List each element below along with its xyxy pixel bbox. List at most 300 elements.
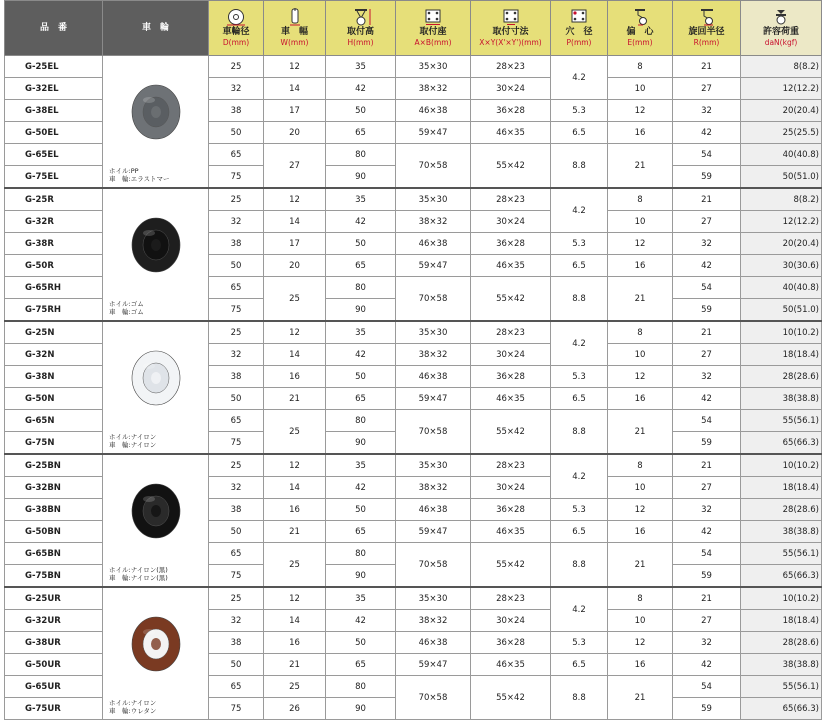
offset-cell: 8 bbox=[608, 188, 673, 211]
header-part-number bbox=[5, 1, 103, 56]
wheel-material-caption bbox=[109, 167, 170, 183]
width-cell: 16 bbox=[264, 366, 326, 388]
load-cell: 65(66.3) bbox=[741, 698, 822, 720]
offset-cell: 12 bbox=[608, 499, 673, 521]
offset-cell: 21 bbox=[608, 410, 673, 455]
height-cell: 90 bbox=[326, 698, 396, 720]
wheel-hub-material: ホイル:ナイロン bbox=[109, 433, 157, 441]
spec-table-body bbox=[5, 56, 822, 720]
mount-dims-cell: 55×42 bbox=[471, 144, 551, 189]
caster-spec-table bbox=[4, 0, 822, 720]
offset-cell: 16 bbox=[608, 388, 673, 410]
wheel-tread-material: 車 輪:ナイロン(黒) bbox=[109, 574, 168, 582]
height-cell: 80 bbox=[326, 410, 396, 432]
diameter-cell: 50 bbox=[209, 255, 264, 277]
wheel-width-icon bbox=[284, 8, 306, 26]
header-width-label: 車 幅 bbox=[280, 27, 308, 37]
part-number-cell: G-38EL bbox=[5, 100, 103, 122]
header-height bbox=[326, 1, 396, 56]
part-number-cell: G-75N bbox=[5, 432, 103, 455]
offset-icon bbox=[629, 8, 651, 26]
plate-cell: 35×30 bbox=[396, 587, 471, 610]
radius-cell: 42 bbox=[673, 122, 741, 144]
table-row bbox=[5, 454, 822, 477]
radius-cell: 59 bbox=[673, 698, 741, 720]
height-cell: 80 bbox=[326, 144, 396, 166]
part-number-cell: G-65UR bbox=[5, 676, 103, 698]
header-plate-unit: A×B(mm) bbox=[414, 38, 452, 47]
plate-cell: 38×32 bbox=[396, 211, 471, 233]
offset-cell: 21 bbox=[608, 277, 673, 322]
mount-dims-cell: 36×28 bbox=[471, 632, 551, 654]
plate-cell: 70×58 bbox=[396, 676, 471, 720]
plate-cell: 46×38 bbox=[396, 632, 471, 654]
width-cell: 17 bbox=[264, 100, 326, 122]
part-number-cell: G-38R bbox=[5, 233, 103, 255]
height-cell: 80 bbox=[326, 676, 396, 698]
diameter-cell: 32 bbox=[209, 477, 264, 499]
radius-cell: 32 bbox=[673, 366, 741, 388]
radius-cell: 59 bbox=[673, 565, 741, 588]
diameter-cell: 75 bbox=[209, 565, 264, 588]
load-cell: 20(20.4) bbox=[741, 100, 822, 122]
radius-cell: 59 bbox=[673, 299, 741, 322]
height-cell: 80 bbox=[326, 277, 396, 299]
width-cell: 16 bbox=[264, 499, 326, 521]
hole-cell: 4.2 bbox=[551, 321, 608, 366]
mount-dims-cell: 36×28 bbox=[471, 366, 551, 388]
part-number-cell: G-50EL bbox=[5, 122, 103, 144]
diameter-cell: 25 bbox=[209, 321, 264, 344]
part-number-cell: G-75EL bbox=[5, 166, 103, 189]
mount-dims-cell: 28×23 bbox=[471, 454, 551, 477]
diameter-cell: 32 bbox=[209, 78, 264, 100]
swivel-radius-icon bbox=[696, 8, 718, 26]
offset-cell: 10 bbox=[608, 78, 673, 100]
header-diameter bbox=[209, 1, 264, 56]
offset-cell: 21 bbox=[608, 543, 673, 588]
hole-cell: 5.3 bbox=[551, 100, 608, 122]
offset-cell: 8 bbox=[608, 56, 673, 78]
part-number-cell: G-50N bbox=[5, 388, 103, 410]
width-cell: 12 bbox=[264, 56, 326, 78]
offset-cell: 10 bbox=[608, 610, 673, 632]
hole-cell: 6.5 bbox=[551, 654, 608, 676]
width-cell: 21 bbox=[264, 388, 326, 410]
load-cell: 18(18.4) bbox=[741, 344, 822, 366]
load-cell: 12(12.2) bbox=[741, 211, 822, 233]
wheel-hub-material: ホイル:PP bbox=[109, 167, 139, 175]
part-number-cell: G-65BN bbox=[5, 543, 103, 565]
height-cell: 35 bbox=[326, 321, 396, 344]
load-cell: 50(51.0) bbox=[741, 299, 822, 322]
part-number-cell: G-65RH bbox=[5, 277, 103, 299]
hole-cell: 5.3 bbox=[551, 366, 608, 388]
width-cell: 17 bbox=[264, 233, 326, 255]
height-cell: 50 bbox=[326, 366, 396, 388]
width-cell: 14 bbox=[264, 610, 326, 632]
width-cell: 16 bbox=[264, 632, 326, 654]
part-number-cell: G-38BN bbox=[5, 499, 103, 521]
radius-cell: 32 bbox=[673, 632, 741, 654]
hole-cell: 4.2 bbox=[551, 56, 608, 100]
header-part-label: 品 番 bbox=[39, 23, 67, 33]
hole-cell: 4.2 bbox=[551, 188, 608, 233]
hole-cell: 6.5 bbox=[551, 521, 608, 543]
diameter-cell: 32 bbox=[209, 344, 264, 366]
load-cell: 18(18.4) bbox=[741, 477, 822, 499]
mount-dims-cell: 55×42 bbox=[471, 410, 551, 455]
part-number-cell: G-65EL bbox=[5, 144, 103, 166]
wheel-hub-material: ホイル:ナイロン(黒) bbox=[109, 566, 168, 574]
plate-cell: 70×58 bbox=[396, 277, 471, 322]
offset-cell: 12 bbox=[608, 100, 673, 122]
diameter-cell: 32 bbox=[209, 211, 264, 233]
hole-cell: 6.5 bbox=[551, 388, 608, 410]
radius-cell: 27 bbox=[673, 477, 741, 499]
radius-cell: 54 bbox=[673, 410, 741, 432]
wheel-tread-material: 車 輪:ウレタン bbox=[109, 707, 157, 715]
offset-cell: 12 bbox=[608, 366, 673, 388]
part-number-cell: G-75UR bbox=[5, 698, 103, 720]
width-cell: 25 bbox=[264, 676, 326, 698]
height-cell: 80 bbox=[326, 543, 396, 565]
mount-dimension-icon bbox=[500, 8, 522, 26]
radius-cell: 32 bbox=[673, 499, 741, 521]
width-cell: 12 bbox=[264, 188, 326, 211]
diameter-cell: 75 bbox=[209, 698, 264, 720]
diameter-cell: 65 bbox=[209, 144, 264, 166]
part-number-cell: G-75BN bbox=[5, 565, 103, 588]
mount-dims-cell: 28×23 bbox=[471, 587, 551, 610]
width-cell: 20 bbox=[264, 122, 326, 144]
mount-dims-cell: 30×24 bbox=[471, 78, 551, 100]
header-height-unit: H(mm) bbox=[347, 38, 374, 47]
height-cell: 50 bbox=[326, 100, 396, 122]
load-cell: 65(66.3) bbox=[741, 565, 822, 588]
diameter-cell: 25 bbox=[209, 454, 264, 477]
plate-cell: 59×47 bbox=[396, 388, 471, 410]
diameter-cell: 38 bbox=[209, 100, 264, 122]
diameter-cell: 75 bbox=[209, 166, 264, 189]
offset-cell: 21 bbox=[608, 144, 673, 189]
wheel-tread-material: 車 輪:ナイロン bbox=[109, 441, 157, 449]
height-cell: 65 bbox=[326, 388, 396, 410]
load-cell: 30(30.6) bbox=[741, 255, 822, 277]
wheel-tread-material: 車 輪:ゴム bbox=[109, 308, 144, 316]
diameter-cell: 65 bbox=[209, 543, 264, 565]
mount-dims-cell: 55×42 bbox=[471, 676, 551, 720]
wheel-hub-material: ホイル:ナイロン bbox=[109, 699, 157, 707]
wheel-image-cell bbox=[103, 587, 209, 720]
hole-cell: 8.8 bbox=[551, 277, 608, 322]
width-cell: 14 bbox=[264, 78, 326, 100]
width-cell: 25 bbox=[264, 410, 326, 455]
diameter-cell: 75 bbox=[209, 299, 264, 322]
header-radius bbox=[673, 1, 741, 56]
hole-cell: 8.8 bbox=[551, 144, 608, 189]
table-row bbox=[5, 321, 822, 344]
hole-diameter-icon bbox=[568, 8, 590, 26]
width-cell: 25 bbox=[264, 277, 326, 322]
part-number-cell: G-50R bbox=[5, 255, 103, 277]
header-width bbox=[264, 1, 326, 56]
radius-cell: 21 bbox=[673, 454, 741, 477]
width-cell: 14 bbox=[264, 211, 326, 233]
header-offset-label: 偏 心 bbox=[626, 27, 654, 37]
header-hole-label: 穴 径 bbox=[565, 27, 593, 37]
height-cell: 65 bbox=[326, 521, 396, 543]
hole-cell: 8.8 bbox=[551, 543, 608, 588]
header-hole bbox=[551, 1, 608, 56]
part-number-cell: G-25BN bbox=[5, 454, 103, 477]
load-capacity-icon bbox=[770, 8, 792, 26]
radius-cell: 54 bbox=[673, 543, 741, 565]
part-number-cell: G-38N bbox=[5, 366, 103, 388]
diameter-cell: 25 bbox=[209, 188, 264, 211]
plate-cell: 46×38 bbox=[396, 366, 471, 388]
wheel-hub-material: ホイル:ゴム bbox=[109, 300, 144, 308]
radius-cell: 27 bbox=[673, 78, 741, 100]
radius-cell: 27 bbox=[673, 344, 741, 366]
load-cell: 18(18.4) bbox=[741, 610, 822, 632]
offset-cell: 8 bbox=[608, 321, 673, 344]
height-cell: 35 bbox=[326, 188, 396, 211]
hole-cell: 4.2 bbox=[551, 587, 608, 632]
load-cell: 50(51.0) bbox=[741, 166, 822, 189]
diameter-cell: 38 bbox=[209, 366, 264, 388]
height-cell: 35 bbox=[326, 454, 396, 477]
wheel-material-caption bbox=[109, 300, 144, 316]
mount-dims-cell: 36×28 bbox=[471, 100, 551, 122]
diameter-cell: 50 bbox=[209, 388, 264, 410]
radius-cell: 21 bbox=[673, 56, 741, 78]
height-cell: 50 bbox=[326, 499, 396, 521]
wheel-material-caption bbox=[109, 699, 156, 715]
part-number-cell: G-32EL bbox=[5, 78, 103, 100]
plate-cell: 38×32 bbox=[396, 344, 471, 366]
radius-cell: 32 bbox=[673, 100, 741, 122]
header-wheel bbox=[103, 1, 209, 56]
width-cell: 27 bbox=[264, 144, 326, 189]
mount-dims-cell: 30×24 bbox=[471, 211, 551, 233]
header-offset bbox=[608, 1, 673, 56]
plate-cell: 59×47 bbox=[396, 255, 471, 277]
height-cell: 90 bbox=[326, 432, 396, 455]
wheel-photo-icon bbox=[125, 612, 187, 674]
table-row bbox=[5, 188, 822, 211]
load-cell: 55(56.1) bbox=[741, 410, 822, 432]
load-cell: 12(12.2) bbox=[741, 78, 822, 100]
radius-cell: 42 bbox=[673, 388, 741, 410]
height-cell: 35 bbox=[326, 56, 396, 78]
wheel-tread-material: 車 輪:エラストマー bbox=[109, 175, 170, 183]
wheel-image-cell bbox=[103, 56, 209, 189]
offset-cell: 10 bbox=[608, 477, 673, 499]
plate-cell: 46×38 bbox=[396, 100, 471, 122]
radius-cell: 59 bbox=[673, 166, 741, 189]
load-cell: 55(56.1) bbox=[741, 676, 822, 698]
offset-cell: 12 bbox=[608, 632, 673, 654]
hole-cell: 5.3 bbox=[551, 499, 608, 521]
diameter-cell: 50 bbox=[209, 654, 264, 676]
part-number-cell: G-25N bbox=[5, 321, 103, 344]
height-cell: 42 bbox=[326, 477, 396, 499]
hole-cell: 8.8 bbox=[551, 676, 608, 720]
mount-dims-cell: 36×28 bbox=[471, 499, 551, 521]
offset-cell: 16 bbox=[608, 122, 673, 144]
hole-cell: 6.5 bbox=[551, 255, 608, 277]
mount-dims-cell: 46×35 bbox=[471, 654, 551, 676]
height-cell: 65 bbox=[326, 255, 396, 277]
mount-dims-cell: 30×24 bbox=[471, 477, 551, 499]
load-cell: 40(40.8) bbox=[741, 144, 822, 166]
hole-cell: 6.5 bbox=[551, 122, 608, 144]
load-cell: 10(10.2) bbox=[741, 321, 822, 344]
plate-cell: 70×58 bbox=[396, 144, 471, 189]
diameter-cell: 25 bbox=[209, 587, 264, 610]
table-row bbox=[5, 587, 822, 610]
height-cell: 42 bbox=[326, 610, 396, 632]
radius-cell: 54 bbox=[673, 144, 741, 166]
radius-cell: 27 bbox=[673, 211, 741, 233]
plate-cell: 59×47 bbox=[396, 521, 471, 543]
plate-cell: 59×47 bbox=[396, 122, 471, 144]
width-cell: 20 bbox=[264, 255, 326, 277]
mount-dims-cell: 46×35 bbox=[471, 388, 551, 410]
plate-cell: 59×47 bbox=[396, 654, 471, 676]
mount-plate-icon bbox=[422, 8, 444, 26]
diameter-cell: 65 bbox=[209, 676, 264, 698]
offset-cell: 10 bbox=[608, 344, 673, 366]
load-cell: 10(10.2) bbox=[741, 587, 822, 610]
header-mount-dims-unit: X×Y(X'×Y')(mm) bbox=[479, 38, 542, 47]
diameter-cell: 38 bbox=[209, 499, 264, 521]
offset-cell: 12 bbox=[608, 233, 673, 255]
part-number-cell: G-25R bbox=[5, 188, 103, 211]
diameter-cell: 50 bbox=[209, 122, 264, 144]
header-width-unit: W(mm) bbox=[280, 38, 309, 47]
diameter-cell: 75 bbox=[209, 432, 264, 455]
part-number-cell: G-38UR bbox=[5, 632, 103, 654]
offset-cell: 16 bbox=[608, 255, 673, 277]
offset-cell: 8 bbox=[608, 454, 673, 477]
diameter-cell: 50 bbox=[209, 521, 264, 543]
radius-cell: 42 bbox=[673, 654, 741, 676]
load-cell: 28(28.6) bbox=[741, 366, 822, 388]
plate-cell: 46×38 bbox=[396, 233, 471, 255]
radius-cell: 42 bbox=[673, 255, 741, 277]
wheel-image-cell bbox=[103, 188, 209, 321]
header-hole-unit: P(mm) bbox=[566, 38, 592, 47]
offset-cell: 8 bbox=[608, 587, 673, 610]
diameter-cell: 65 bbox=[209, 277, 264, 299]
wheel-image-cell bbox=[103, 321, 209, 454]
mount-dims-cell: 28×23 bbox=[471, 56, 551, 78]
width-cell: 12 bbox=[264, 321, 326, 344]
mount-dims-cell: 55×42 bbox=[471, 277, 551, 322]
load-cell: 55(56.1) bbox=[741, 543, 822, 565]
table-row bbox=[5, 56, 822, 78]
header-radius-unit: R(mm) bbox=[693, 38, 720, 47]
width-cell: 12 bbox=[264, 454, 326, 477]
radius-cell: 21 bbox=[673, 188, 741, 211]
load-cell: 10(10.2) bbox=[741, 454, 822, 477]
plate-cell: 46×38 bbox=[396, 499, 471, 521]
height-cell: 90 bbox=[326, 565, 396, 588]
height-cell: 42 bbox=[326, 211, 396, 233]
offset-cell: 16 bbox=[608, 521, 673, 543]
plate-cell: 35×30 bbox=[396, 454, 471, 477]
offset-cell: 16 bbox=[608, 654, 673, 676]
header-height-label: 取付高 bbox=[346, 27, 374, 37]
wheel-material-caption bbox=[109, 433, 156, 449]
width-cell: 12 bbox=[264, 587, 326, 610]
mount-dims-cell: 36×28 bbox=[471, 233, 551, 255]
mount-dims-cell: 55×42 bbox=[471, 543, 551, 588]
plate-cell: 35×30 bbox=[396, 56, 471, 78]
part-number-cell: G-25EL bbox=[5, 56, 103, 78]
load-cell: 8(8.2) bbox=[741, 56, 822, 78]
load-cell: 40(40.8) bbox=[741, 277, 822, 299]
height-cell: 65 bbox=[326, 122, 396, 144]
width-cell: 14 bbox=[264, 344, 326, 366]
radius-cell: 32 bbox=[673, 233, 741, 255]
header-row bbox=[5, 1, 822, 56]
radius-cell: 21 bbox=[673, 587, 741, 610]
load-cell: 38(38.8) bbox=[741, 388, 822, 410]
load-cell: 65(66.3) bbox=[741, 432, 822, 455]
height-cell: 90 bbox=[326, 166, 396, 189]
offset-cell: 10 bbox=[608, 211, 673, 233]
diameter-cell: 25 bbox=[209, 56, 264, 78]
part-number-cell: G-32N bbox=[5, 344, 103, 366]
header-diameter-unit: D(mm) bbox=[222, 38, 250, 47]
height-cell: 42 bbox=[326, 78, 396, 100]
part-number-cell: G-65N bbox=[5, 410, 103, 432]
height-cell: 65 bbox=[326, 654, 396, 676]
mount-dims-cell: 28×23 bbox=[471, 321, 551, 344]
plate-cell: 38×32 bbox=[396, 78, 471, 100]
wheel-photo-icon bbox=[125, 80, 187, 142]
part-number-cell: G-25UR bbox=[5, 587, 103, 610]
header-wheel-label: 車 輪 bbox=[141, 23, 169, 33]
hole-cell: 4.2 bbox=[551, 454, 608, 499]
width-cell: 25 bbox=[264, 543, 326, 588]
width-cell: 14 bbox=[264, 477, 326, 499]
radius-cell: 42 bbox=[673, 521, 741, 543]
radius-cell: 54 bbox=[673, 676, 741, 698]
hole-cell: 8.8 bbox=[551, 410, 608, 455]
mount-dims-cell: 28×23 bbox=[471, 188, 551, 211]
load-cell: 28(28.6) bbox=[741, 632, 822, 654]
part-number-cell: G-50BN bbox=[5, 521, 103, 543]
offset-cell: 21 bbox=[608, 676, 673, 720]
load-cell: 28(28.6) bbox=[741, 499, 822, 521]
load-cell: 38(38.8) bbox=[741, 654, 822, 676]
part-number-cell: G-32R bbox=[5, 211, 103, 233]
width-cell: 21 bbox=[264, 654, 326, 676]
diameter-cell: 65 bbox=[209, 410, 264, 432]
plate-cell: 70×58 bbox=[396, 410, 471, 455]
height-cell: 50 bbox=[326, 632, 396, 654]
plate-cell: 35×30 bbox=[396, 188, 471, 211]
plate-cell: 70×58 bbox=[396, 543, 471, 588]
header-diameter-label: 車輪径 bbox=[222, 27, 250, 37]
part-number-cell: G-32BN bbox=[5, 477, 103, 499]
load-cell: 25(25.5) bbox=[741, 122, 822, 144]
hole-cell: 5.3 bbox=[551, 632, 608, 654]
